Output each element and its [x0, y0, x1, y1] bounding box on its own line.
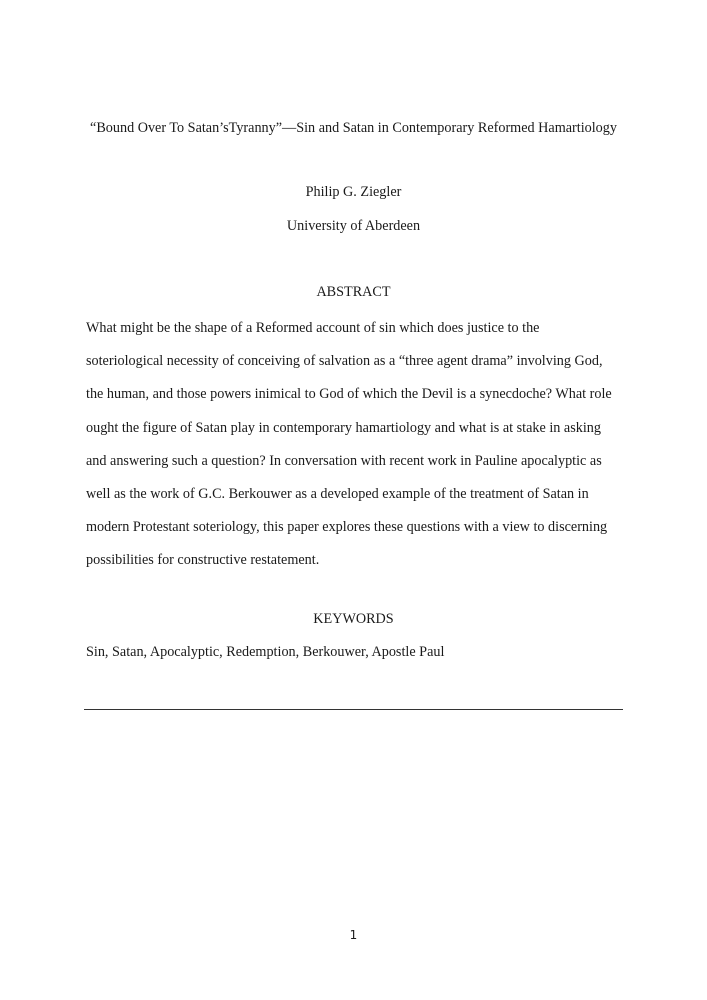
abstract-line: ought the figure of Satan play in contemporary hamartiology and what is at stake in asking: [86, 419, 601, 436]
abstract-heading: ABSTRACT: [316, 284, 391, 300]
abstract-line: possibilities for constructive restatement.: [86, 552, 320, 569]
abstract-line: the human, and those powers inimical to God of which the Devil is a synecdoche? What role: [86, 386, 612, 403]
abstract-line: modern Protestant soteriology, this paper explores these questions with a view to discerning: [86, 519, 608, 536]
abstract-body: [86, 312, 631, 578]
page-number: 1: [349, 928, 358, 942]
paper-title: “Bound Over To Satan’sTyranny”—Sin and Satan in Contemporary Reformed Hamartiology: [90, 120, 617, 136]
separator-rule: [84, 709, 623, 710]
abstract-line: soteriological necessity of conceiving of salvation as a “three agent drama” involving God,: [86, 353, 603, 370]
abstract-line: What might be the shape of a Reformed account of sin which does justice to the: [86, 320, 540, 336]
abstract-line: well as the work of G.C. Berkouwer as a developed example of the treatment of Satan in: [86, 486, 589, 503]
author-affiliation: University of Aberdeen: [286, 218, 421, 234]
keywords-list: Sin, Satan, Apocalyptic, Redemption, Berkouwer, Apostle Paul: [86, 644, 445, 660]
abstract-line: and answering such a question? In conversation with recent work in Pauline apocalyptic as: [86, 452, 602, 469]
keywords-heading: KEYWORDS: [313, 611, 394, 627]
author-name: Philip G. Ziegler: [305, 184, 402, 200]
